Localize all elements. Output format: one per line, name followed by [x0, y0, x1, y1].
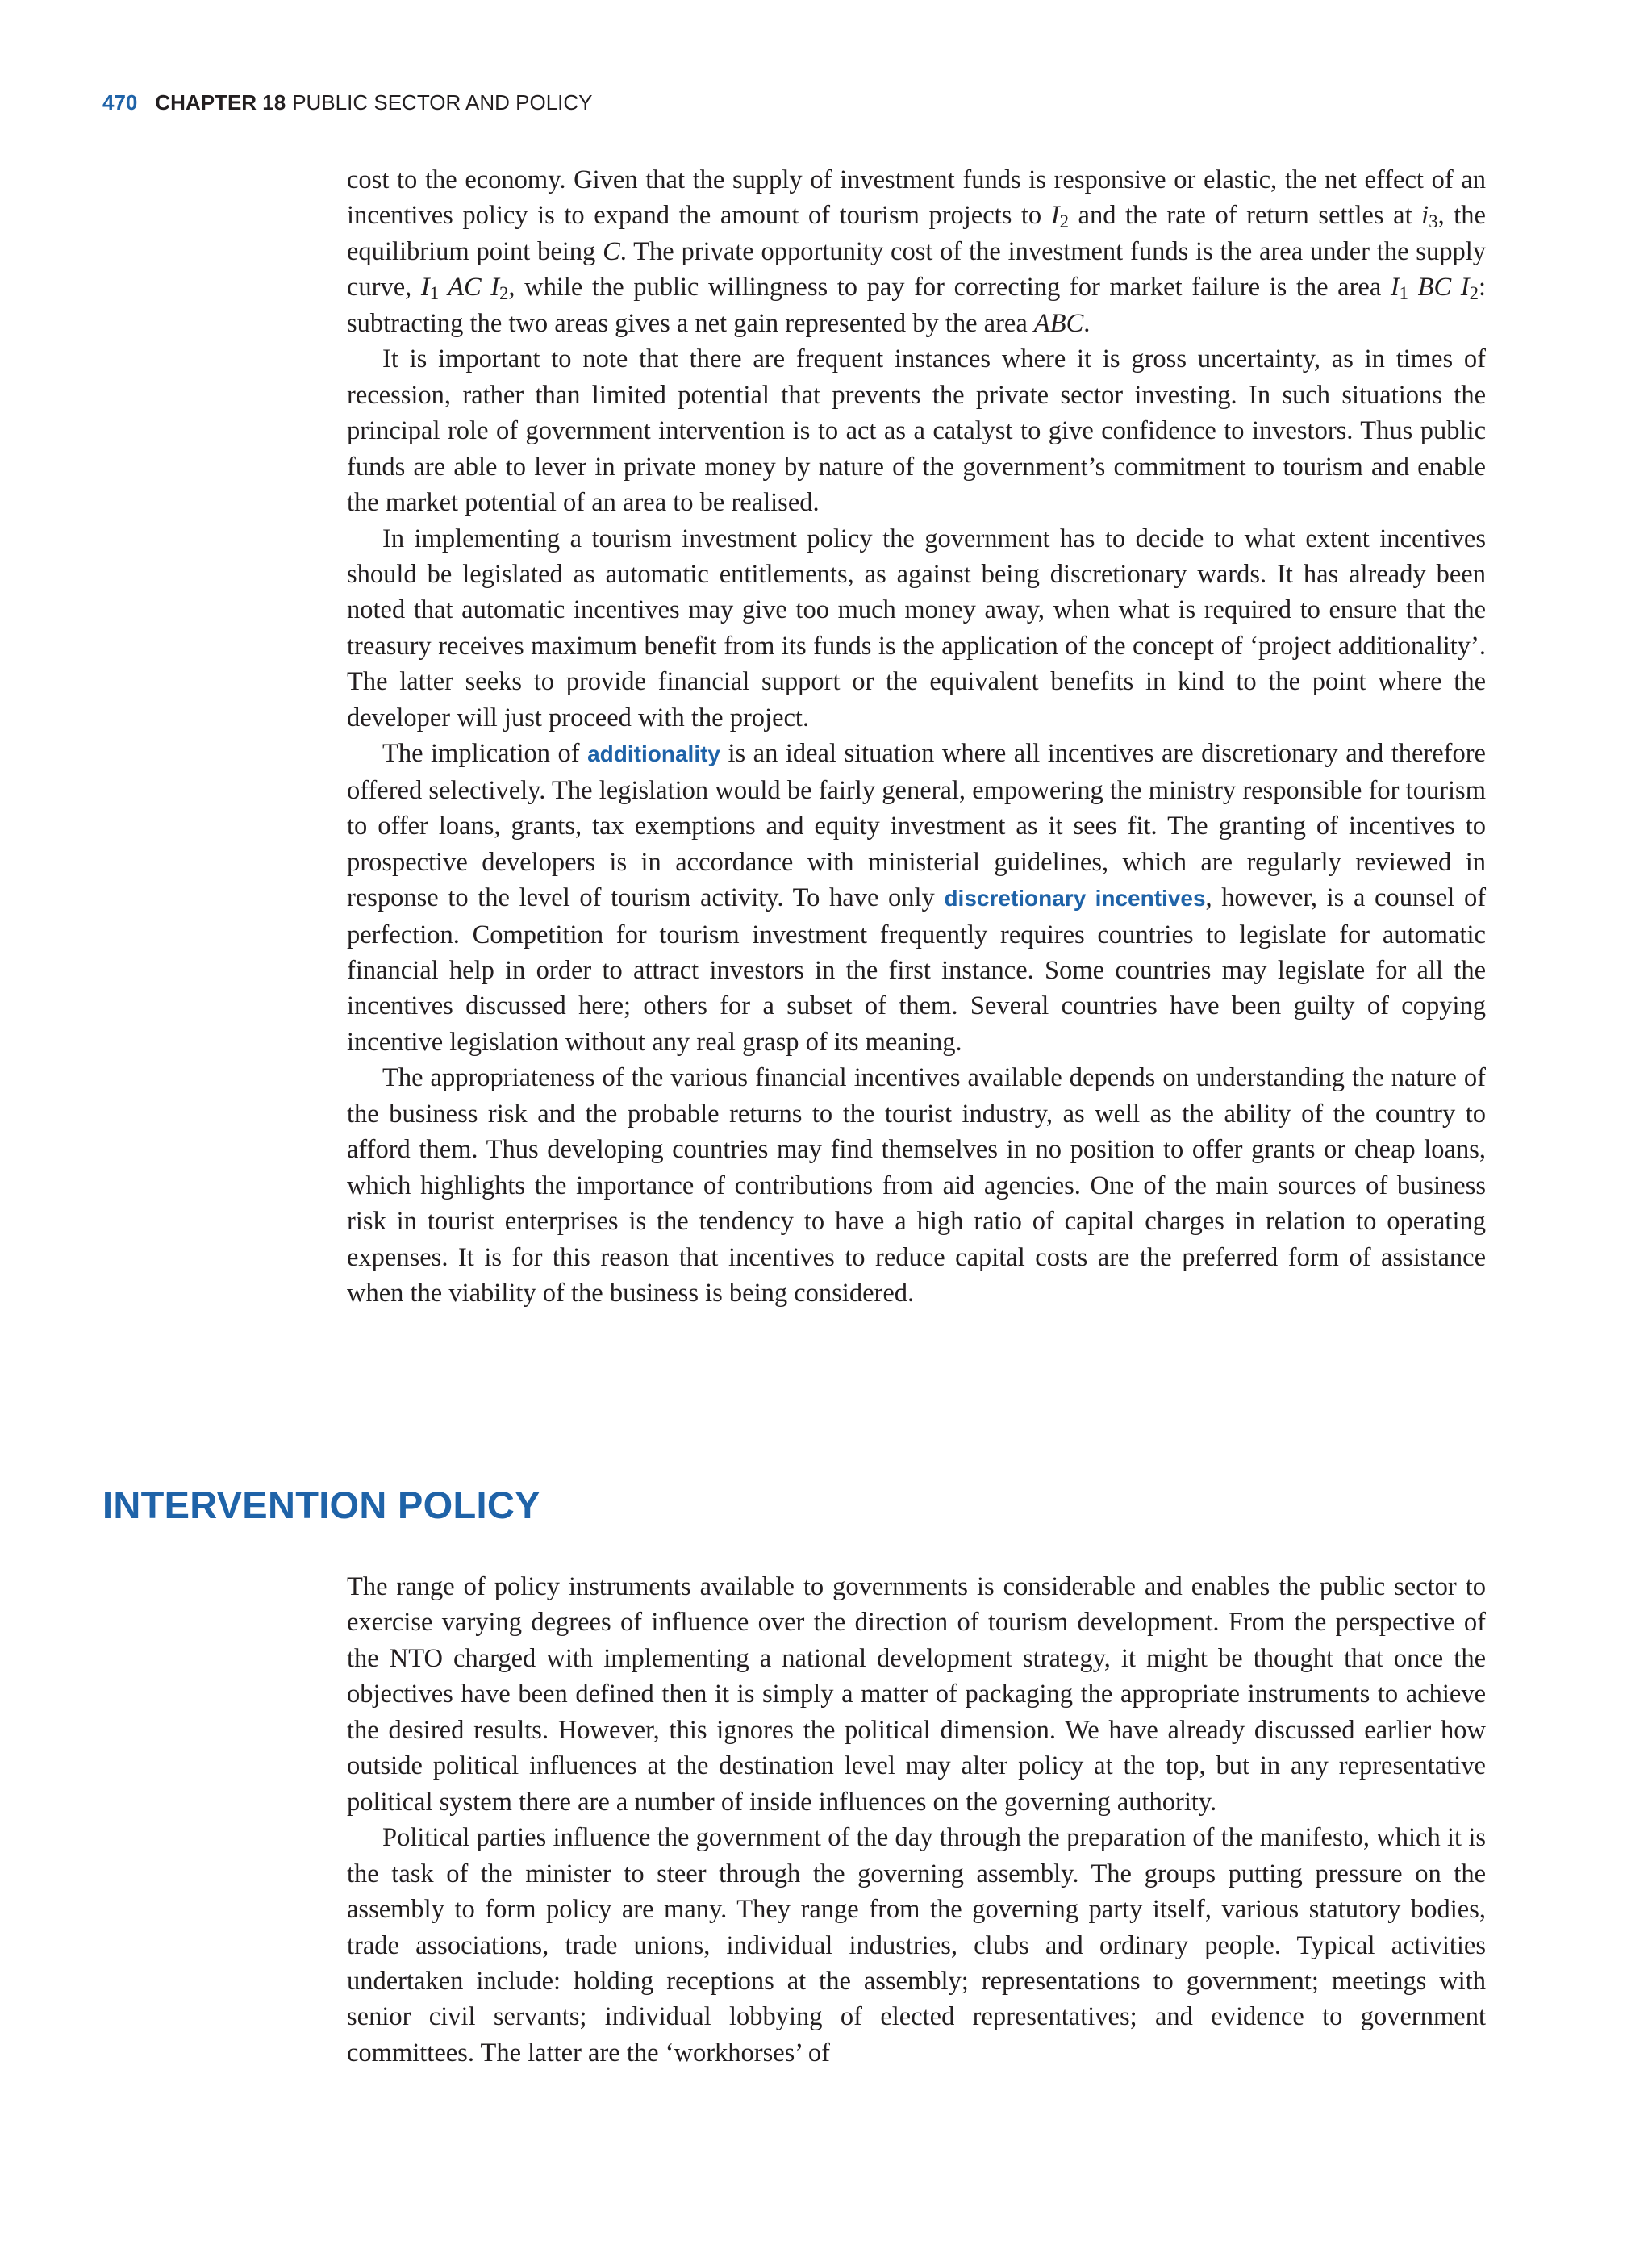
section-heading: INTERVENTION POLICY	[102, 1483, 540, 1526]
chapter-label: CHAPTER 18	[155, 90, 286, 115]
body-text-bottom	[347, 1569, 1486, 2071]
paragraph-1: cost to the economy. Given that the supply of investment funds is responsive or elastic, the net effect of an incentives policy is to expand the amount of tourism projects to $I_2$ and the rate of return settles at $i_3$, the equilibrium point being C. The private opportunity cost of the investment funds is the area under the supply curve, $I_1$ AC $I_2$, while the public willingness to pay for correcting for market failure is the area $I_1$ BC $I_2$: subtracting the two areas gives a net gain represented by the area ABC.	[347, 165, 1486, 338]
chapter-title: PUBLIC SECTOR AND POLICY	[292, 90, 593, 115]
running-head	[102, 90, 593, 115]
keyword-discretionary-incentives: discretionary incentives	[944, 886, 1206, 912]
paragraph-5: The appropriateness of the various financial incentives available depends on understanding the nature of the business risk and the probable returns to the tourist industry, as well as the ability of the country to afford them. Thus developing countries may find themselves in no position to offer grants or cheap loans, which highlights the importance of contributions from aid agencies. One of the main sources of business risk in tourist enterprises is the tendency to have a high ratio of capital charges in relation to operating expenses. It is for this reason that incentives to reduce capital costs are the preferred form of assistance when the viability of the business is being considered.	[347, 1063, 1486, 1308]
paragraph-2: It is important to note that there are frequent instances where it is gross uncertainty, as in times of recession, rather than limited potential that prevents the private sector investing. In such situations the principal role of government intervention is to act as a catalyst to give confidence to investors. Thus public funds are able to lever in private money by nature of the government’s commitment to tourism and enable the market potential of an area to be realised.	[347, 344, 1486, 518]
paragraph-7: Political parties influence the government of the day through the preparation of the manifesto, which it is the task of the minister to steer through the governing assembly. The groups putting pressure on the assembly to form policy are many. They range from the governing party itself, various statutory bodies, trade associations, trade unions, individual industries, clubs and ordinary people. Typical activities undertaken include: holding receptions at the assembly; representations to government; meetings with senior civil servants; individual lobbying of elected representatives; and evidence to government committees. The latter are the ‘workhorses’ of	[347, 1823, 1486, 2068]
page-number: 470	[102, 90, 138, 115]
keyword-additionality: additionality	[587, 741, 720, 767]
paragraph-3: In implementing a tourism investment policy the government has to decide to what extent incentives should be legislated as automatic entitlements, as against being discretionary wards. It has already been noted that automatic incentives may give too much money away, when what is required to ensure that the treasury receives maximum benefit from its funds is the application of the concept of ‘project additionality’. The latter seeks to provide financial support or the equivalent benefits in kind to the point where the developer will just proceed with the project.	[347, 524, 1486, 732]
paragraph-4: The implication of additionality is an ideal situation where all incentives are discretionary and therefore offered selectively. The legislation would be fairly general, empowering the ministry responsible for tourism to offer loans, grants, tax exemptions and equity investment as it sees fit. The granting of incentives to prospective developers is in accordance with ministerial guidelines, which are regularly reviewed in response to the level of tourism activity. To have only discretionary incentives, however, is a counsel of perfection. Competition for tourism investment frequently requires countries to legislate for automatic financial help in order to attract investors in the first instance. Some countries may legislate for all the incentives discussed here; others for a subset of them. Several countries have been guilty of copying incentive legislation without any real grasp of its meaning.	[347, 739, 1487, 1057]
body-text-top	[347, 162, 1486, 1312]
paragraph-6: The range of policy instruments available to governments is considerable and enables the public sector to exercise varying degrees of influence over the direction of tourism development. From the perspective of the NTO charged with implementing a national development strategy, it might be thought that once the objectives have been defined then it is simply a matter of packaging the appropriate instruments to achieve the desired results. However, this ignores the political dimension. We have already discussed earlier how outside political influences at the destination level may alter policy at the top, but in any representative political system there are a number of inside influences on the governing authority.	[347, 1572, 1486, 1817]
